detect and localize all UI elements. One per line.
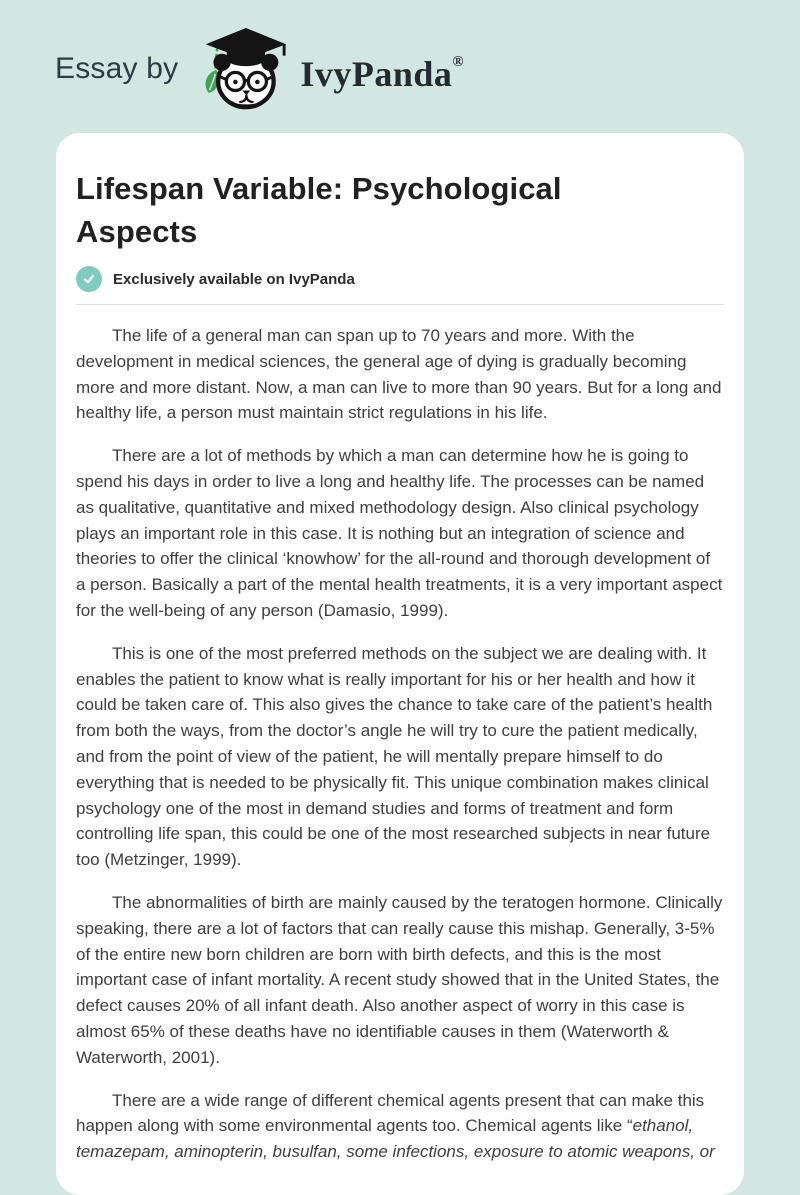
essay-paragraph: The life of a general man can span up to 70 years and more. With the development in medical sciences, the general age of dying is gradually becoming more and more distant. Now, a man can live to more than 90 years. But for a long and healthy life, a person must maintain strict regulations in his life. <box>76 326 722 423</box>
panda-graduate-icon <box>194 27 294 113</box>
essay-paragraph: The abnormalities of birth are mainly caused by the teratogen hormone. Clinically speaking, there are a lot of factors that can really cause this mishap. Generally, 3-5% of the entire new born children are born with birth defects, and this is the most important case of infant mortality. A recent study showed that in the United States, the defect causes 20% of all infant death. Also another aspect of worry in this case is almost 65% of these deaths have no identifiable causes in them (Waterworth & Waterworth, 2001). <box>76 892 723 1067</box>
essay-paragraph: There are a lot of methods by which a man can determine how he is going to spend his days in order to live a long and healthy life. The processes can be named as qualitative, quantitative and mixed methodology design. Also clinical psychology plays an important role in this case. It is nothing but an integration of science and theories to offer the clinical ‘knowhow’ for the all-round and thorough development of a person. Basically a part of the mental health treatments, it is a very important aspect for the well-being of any person (Damasio, 1999). <box>76 446 723 620</box>
availability-badge <box>76 266 724 292</box>
availability-badge-label: Exclusively available on IvyPanda <box>113 270 355 288</box>
check-icon <box>76 266 102 292</box>
essay-card <box>56 133 744 1195</box>
registered-trademark: ® <box>452 54 464 70</box>
essay-title: Lifespan Variable: Psychological Aspects <box>76 171 562 249</box>
essay-body <box>76 323 724 1165</box>
essay-paragraph <box>76 1088 724 1165</box>
brand-lockup <box>300 46 463 92</box>
paragraph-italic-run: ethanol, temazepam, aminopterin, busulfan, some infections, exposure to atomic weapons, or <box>76 1116 715 1162</box>
essay-paragraph: This is one of the most preferred methods on the subject we are dealing with. It enables the patient to know what is really important for his or her health and how it could be taken care of. This also gives the chance to take care of the patient’s health from both the ways, from the doctor’s angle he will try to cure the patient medically, and from the point of view of the patient, he will mentally prepare himself to do everything that is needed to be physically fit. This unique combination makes clinical psychology one of the most in demand studies and forms of treatment and form controlling life span, this could be one of the most researched subjects in near future too (Metzinger, 1999). <box>76 643 713 870</box>
divider <box>76 304 724 305</box>
paragraph-normal-run: There are a wide range of different chemical agents present that can make this happen along with some environmental agents too. Chemical agents like “ <box>76 1090 705 1136</box>
brand-name: IvyPanda <box>300 54 453 94</box>
site-header <box>0 0 800 112</box>
essay-by-label: Essay by <box>55 52 179 85</box>
